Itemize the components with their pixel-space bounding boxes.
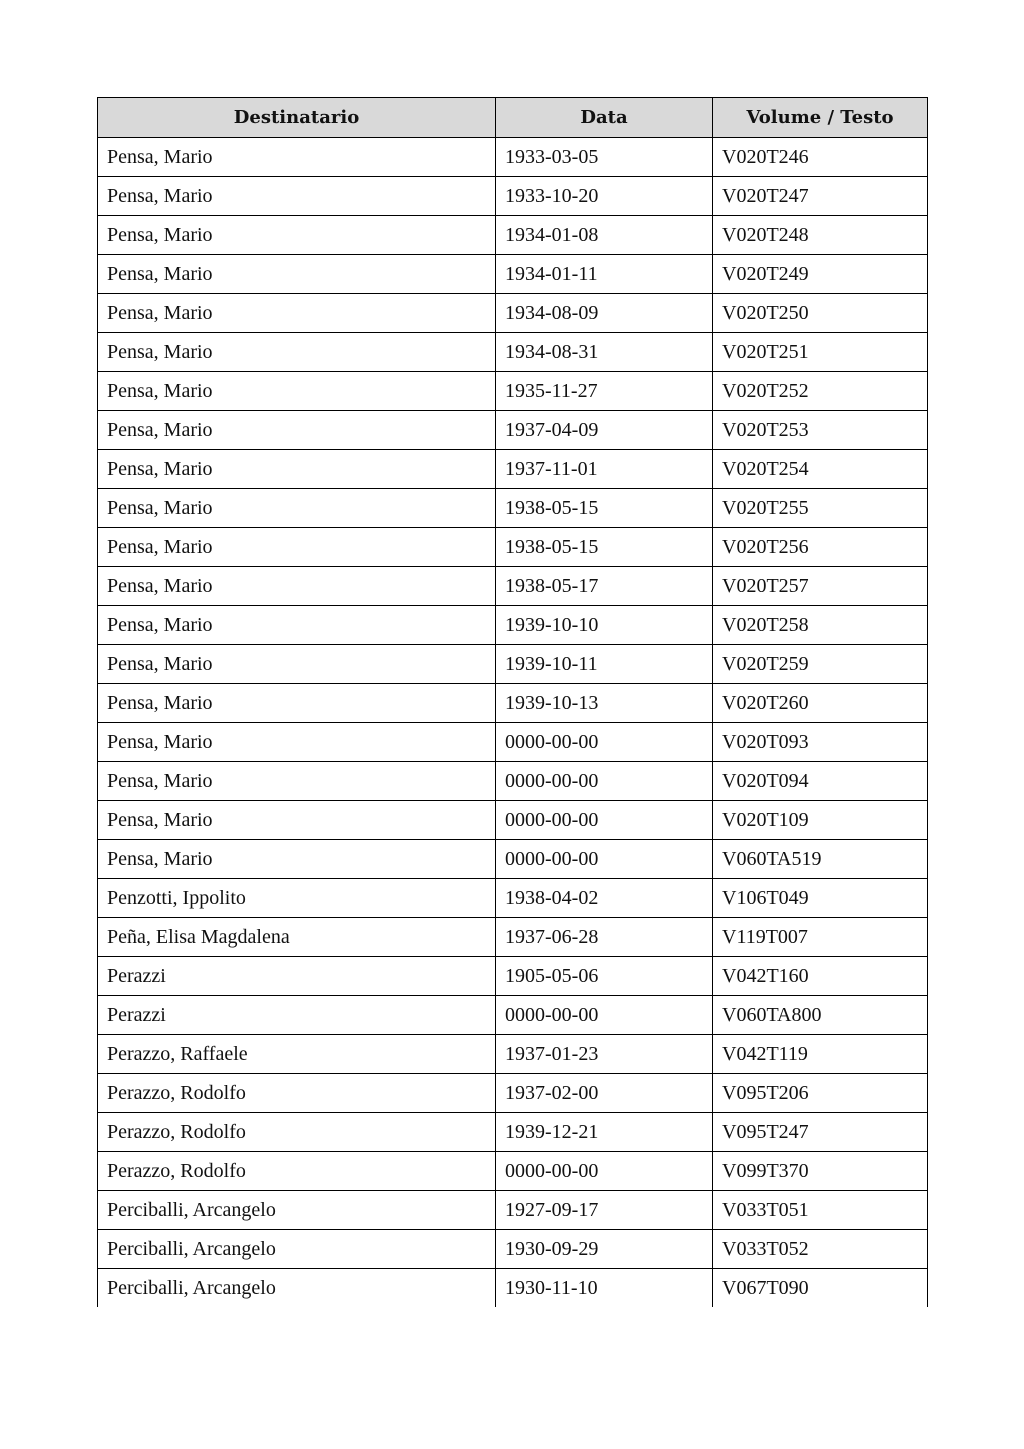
header-row bbox=[98, 98, 928, 138]
cell-data: 1939-10-11 bbox=[496, 645, 713, 684]
cell-destinatario: Peña, Elisa Magdalena bbox=[98, 918, 496, 957]
cell-data: 0000-00-00 bbox=[496, 762, 713, 801]
table-row bbox=[98, 333, 928, 372]
cell-volume-testo: V095T247 bbox=[713, 1113, 928, 1152]
cell-volume-testo: V020T257 bbox=[713, 567, 928, 606]
cell-volume-testo: V020T256 bbox=[713, 528, 928, 567]
table-row bbox=[98, 372, 928, 411]
cell-volume-testo: V020T254 bbox=[713, 450, 928, 489]
table-row bbox=[98, 1074, 928, 1113]
cell-data: 1937-02-00 bbox=[496, 1074, 713, 1113]
cell-data: 1930-11-10 bbox=[496, 1269, 713, 1308]
cell-destinatario: Pensa, Mario bbox=[98, 684, 496, 723]
cell-destinatario: Pensa, Mario bbox=[98, 333, 496, 372]
table-row bbox=[98, 255, 928, 294]
cell-data: 0000-00-00 bbox=[496, 840, 713, 879]
table-row bbox=[98, 762, 928, 801]
table-body bbox=[98, 138, 928, 1308]
cell-data: 1927-09-17 bbox=[496, 1191, 713, 1230]
cell-data: 1937-11-01 bbox=[496, 450, 713, 489]
cell-data: 1933-10-20 bbox=[496, 177, 713, 216]
table-row bbox=[98, 1269, 928, 1308]
cell-volume-testo: V020T259 bbox=[713, 645, 928, 684]
cell-data: 1938-05-15 bbox=[496, 528, 713, 567]
cell-volume-testo: V042T160 bbox=[713, 957, 928, 996]
table-row bbox=[98, 450, 928, 489]
cell-volume-testo: V020T255 bbox=[713, 489, 928, 528]
cell-data: 1934-01-08 bbox=[496, 216, 713, 255]
cell-destinatario: Perazzo, Raffaele bbox=[98, 1035, 496, 1074]
table-row bbox=[98, 1230, 928, 1269]
cell-volume-testo: V119T007 bbox=[713, 918, 928, 957]
cell-volume-testo: V095T206 bbox=[713, 1074, 928, 1113]
cell-data: 1939-10-10 bbox=[496, 606, 713, 645]
cell-destinatario: Pensa, Mario bbox=[98, 489, 496, 528]
cell-destinatario: Perazzo, Rodolfo bbox=[98, 1113, 496, 1152]
table-header bbox=[98, 98, 928, 138]
table-row bbox=[98, 294, 928, 333]
cell-destinatario: Pensa, Mario bbox=[98, 645, 496, 684]
cell-volume-testo: V020T247 bbox=[713, 177, 928, 216]
table-row bbox=[98, 216, 928, 255]
cell-volume-testo: V106T049 bbox=[713, 879, 928, 918]
cell-data: 1939-12-21 bbox=[496, 1113, 713, 1152]
table-row bbox=[98, 996, 928, 1035]
table-row bbox=[98, 645, 928, 684]
cell-destinatario: Perciballi, Arcangelo bbox=[98, 1269, 496, 1308]
cell-destinatario: Pensa, Mario bbox=[98, 177, 496, 216]
cell-volume-testo: V020T094 bbox=[713, 762, 928, 801]
cell-volume-testo: V060TA800 bbox=[713, 996, 928, 1035]
table-row bbox=[98, 840, 928, 879]
table-row bbox=[98, 1035, 928, 1074]
cell-data: 1934-08-31 bbox=[496, 333, 713, 372]
cell-destinatario: Pensa, Mario bbox=[98, 411, 496, 450]
cell-data: 1937-01-23 bbox=[496, 1035, 713, 1074]
cell-destinatario: Perazzo, Rodolfo bbox=[98, 1152, 496, 1191]
cell-volume-testo: V020T249 bbox=[713, 255, 928, 294]
cell-data: 1933-03-05 bbox=[496, 138, 713, 177]
table-row bbox=[98, 411, 928, 450]
column-header-volume-testo: Volume / Testo bbox=[713, 98, 928, 138]
cell-destinatario: Perazzi bbox=[98, 996, 496, 1035]
cell-data: 1938-05-17 bbox=[496, 567, 713, 606]
cell-destinatario: Pensa, Mario bbox=[98, 528, 496, 567]
cell-volume-testo: V042T119 bbox=[713, 1035, 928, 1074]
cell-destinatario: Pensa, Mario bbox=[98, 762, 496, 801]
cell-volume-testo: V020T260 bbox=[713, 684, 928, 723]
cell-destinatario: Penzotti, Ippolito bbox=[98, 879, 496, 918]
cell-volume-testo: V099T370 bbox=[713, 1152, 928, 1191]
cell-data: 0000-00-00 bbox=[496, 723, 713, 762]
table-row bbox=[98, 528, 928, 567]
cell-destinatario: Pensa, Mario bbox=[98, 567, 496, 606]
table-row bbox=[98, 801, 928, 840]
cell-data: 1905-05-06 bbox=[496, 957, 713, 996]
cell-data: 1938-05-15 bbox=[496, 489, 713, 528]
cell-volume-testo: V020T252 bbox=[713, 372, 928, 411]
letters-table bbox=[97, 97, 928, 1307]
table-row bbox=[98, 1152, 928, 1191]
column-header-destinatario: Destinatario bbox=[98, 98, 496, 138]
cell-data: 1934-01-11 bbox=[496, 255, 713, 294]
cell-volume-testo: V020T093 bbox=[713, 723, 928, 762]
cell-volume-testo: V020T258 bbox=[713, 606, 928, 645]
cell-destinatario: Perciballi, Arcangelo bbox=[98, 1191, 496, 1230]
table-row bbox=[98, 723, 928, 762]
table-row bbox=[98, 567, 928, 606]
cell-data: 1939-10-13 bbox=[496, 684, 713, 723]
cell-destinatario: Pensa, Mario bbox=[98, 255, 496, 294]
cell-data: 1930-09-29 bbox=[496, 1230, 713, 1269]
table-row bbox=[98, 957, 928, 996]
cell-volume-testo: V020T246 bbox=[713, 138, 928, 177]
cell-data: 0000-00-00 bbox=[496, 1152, 713, 1191]
cell-destinatario: Perciballi, Arcangelo bbox=[98, 1230, 496, 1269]
cell-destinatario: Pensa, Mario bbox=[98, 216, 496, 255]
cell-data: 1937-04-09 bbox=[496, 411, 713, 450]
cell-destinatario: Pensa, Mario bbox=[98, 840, 496, 879]
cell-volume-testo: V033T052 bbox=[713, 1230, 928, 1269]
cell-volume-testo: V020T251 bbox=[713, 333, 928, 372]
column-header-data: Data bbox=[496, 98, 713, 138]
cell-destinatario: Pensa, Mario bbox=[98, 606, 496, 645]
cell-volume-testo: V020T248 bbox=[713, 216, 928, 255]
cell-volume-testo: V020T253 bbox=[713, 411, 928, 450]
cell-destinatario: Perazzo, Rodolfo bbox=[98, 1074, 496, 1113]
cell-volume-testo: V060TA519 bbox=[713, 840, 928, 879]
cell-volume-testo: V020T109 bbox=[713, 801, 928, 840]
cell-volume-testo: V067T090 bbox=[713, 1269, 928, 1308]
table-row bbox=[98, 684, 928, 723]
cell-data: 0000-00-00 bbox=[496, 996, 713, 1035]
table-row bbox=[98, 1113, 928, 1152]
cell-destinatario: Pensa, Mario bbox=[98, 138, 496, 177]
table-row bbox=[98, 918, 928, 957]
table-row bbox=[98, 606, 928, 645]
cell-volume-testo: V033T051 bbox=[713, 1191, 928, 1230]
cell-destinatario: Pensa, Mario bbox=[98, 723, 496, 762]
cell-data: 1938-04-02 bbox=[496, 879, 713, 918]
cell-data: 0000-00-00 bbox=[496, 801, 713, 840]
table-row bbox=[98, 1191, 928, 1230]
cell-data: 1937-06-28 bbox=[496, 918, 713, 957]
cell-volume-testo: V020T250 bbox=[713, 294, 928, 333]
table-row bbox=[98, 879, 928, 918]
table-row bbox=[98, 177, 928, 216]
cell-destinatario: Pensa, Mario bbox=[98, 372, 496, 411]
table-row bbox=[98, 489, 928, 528]
cell-data: 1934-08-09 bbox=[496, 294, 713, 333]
cell-destinatario: Pensa, Mario bbox=[98, 450, 496, 489]
table-row bbox=[98, 138, 928, 177]
cell-destinatario: Pensa, Mario bbox=[98, 801, 496, 840]
cell-destinatario: Pensa, Mario bbox=[98, 294, 496, 333]
cell-destinatario: Perazzi bbox=[98, 957, 496, 996]
cell-data: 1935-11-27 bbox=[496, 372, 713, 411]
